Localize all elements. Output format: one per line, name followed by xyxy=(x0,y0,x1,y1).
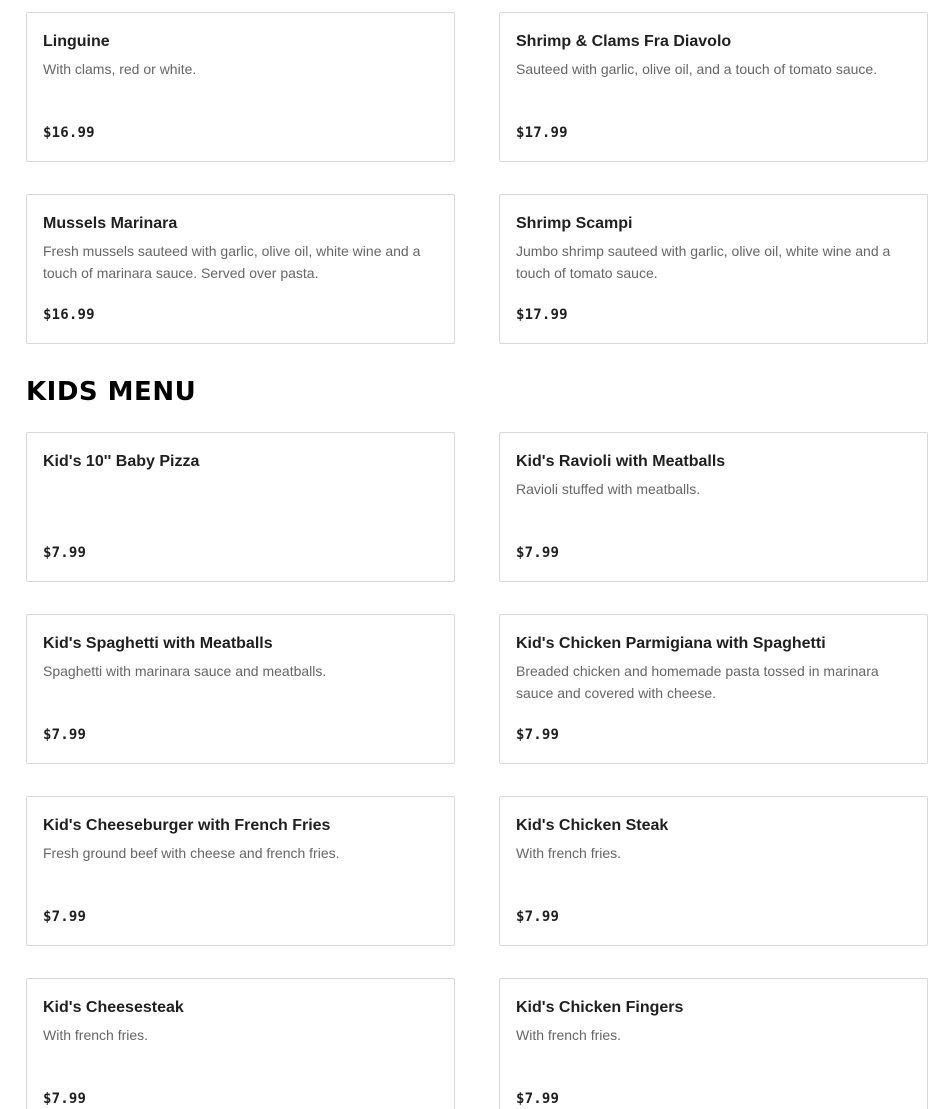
menu-item-name: Mussels Marinara xyxy=(43,215,178,232)
menu-item-name: Kid's 10'' Baby Pizza xyxy=(43,453,200,470)
menu-item-description: Sauteed with garlic, olive oil, and a touch of tomato sauce. xyxy=(516,61,878,77)
menu-item-name: Kid's Spaghetti with Meatballs xyxy=(43,635,273,652)
menu-item-name: Shrimp & Clams Fra Diavolo xyxy=(516,33,732,50)
menu-item-description: With french fries. xyxy=(516,845,622,861)
menu-item-name: Shrimp Scampi xyxy=(516,215,633,232)
menu-item-description: Fresh ground beef with cheese and french fries. xyxy=(43,845,340,861)
menu-item-price: $17.99 xyxy=(516,125,568,141)
menu-item-price: $7.99 xyxy=(516,909,560,925)
menu-item-description: With french fries. xyxy=(43,1027,149,1043)
menu-item-card[interactable] xyxy=(499,432,928,582)
menu-item-description: Jumbo shrimp sauteed with garlic, olive oil, white wine and a touch of tomato sauce. xyxy=(516,243,891,281)
menu-item-name: Kid's Cheeseburger with French Fries xyxy=(43,817,331,834)
menu-item-description: With clams, red or white. xyxy=(43,61,197,77)
kids-items-grid xyxy=(26,432,928,1109)
menu-item-price: $16.99 xyxy=(43,125,95,141)
menu-item-name: Kid's Cheesesteak xyxy=(43,999,184,1016)
menu-item-card[interactable] xyxy=(26,614,455,764)
menu-item-price: $7.99 xyxy=(516,727,560,743)
menu-item-name: Kid's Chicken Steak xyxy=(516,817,669,834)
menu-item-description: With french fries. xyxy=(516,1027,622,1043)
menu-item-card[interactable] xyxy=(26,432,455,582)
menu-item-description: Spaghetti with marinara sauce and meatballs. xyxy=(43,663,327,679)
menu-item-description: Breaded chicken and homemade pasta tossed in marinara sauce and covered with cheese. xyxy=(516,663,879,701)
menu-item-price: $7.99 xyxy=(516,1091,560,1107)
menu-item-price: $17.99 xyxy=(516,307,568,323)
menu-item-price: $7.99 xyxy=(43,727,87,743)
menu-item-name: Kid's Ravioli with Meatballs xyxy=(516,453,726,470)
menu-item-card[interactable] xyxy=(26,194,455,344)
menu-item-card[interactable] xyxy=(499,978,928,1109)
menu-item-price: $7.99 xyxy=(43,1091,87,1107)
menu-item-description: Ravioli stuffed with meatballs. xyxy=(516,481,701,497)
menu-item-card[interactable] xyxy=(26,12,455,162)
kids-menu-heading: KIDS MENU xyxy=(26,377,197,407)
menu-item-card[interactable] xyxy=(499,614,928,764)
menu-item-name: Linguine xyxy=(43,33,110,50)
menu-item-description: Fresh mussels sauteed with garlic, olive oil, white wine and a touch of marinara sauce. Served over pasta. xyxy=(43,243,421,281)
menu-item-card[interactable] xyxy=(499,12,928,162)
menu-item-name: Kid's Chicken Fingers xyxy=(516,999,684,1016)
menu-item-card[interactable] xyxy=(499,194,928,344)
menu-item-card[interactable] xyxy=(26,978,455,1109)
menu-item-name: Kid's Chicken Parmigiana with Spaghetti xyxy=(516,635,826,652)
pasta-items-grid xyxy=(26,12,928,344)
menu-item-price: $7.99 xyxy=(43,545,87,561)
menu-item-card[interactable] xyxy=(26,796,455,946)
menu-item-price: $7.99 xyxy=(43,909,87,925)
menu-item-card[interactable] xyxy=(499,796,928,946)
menu-item-price: $7.99 xyxy=(516,545,560,561)
menu-item-price: $16.99 xyxy=(43,307,95,323)
